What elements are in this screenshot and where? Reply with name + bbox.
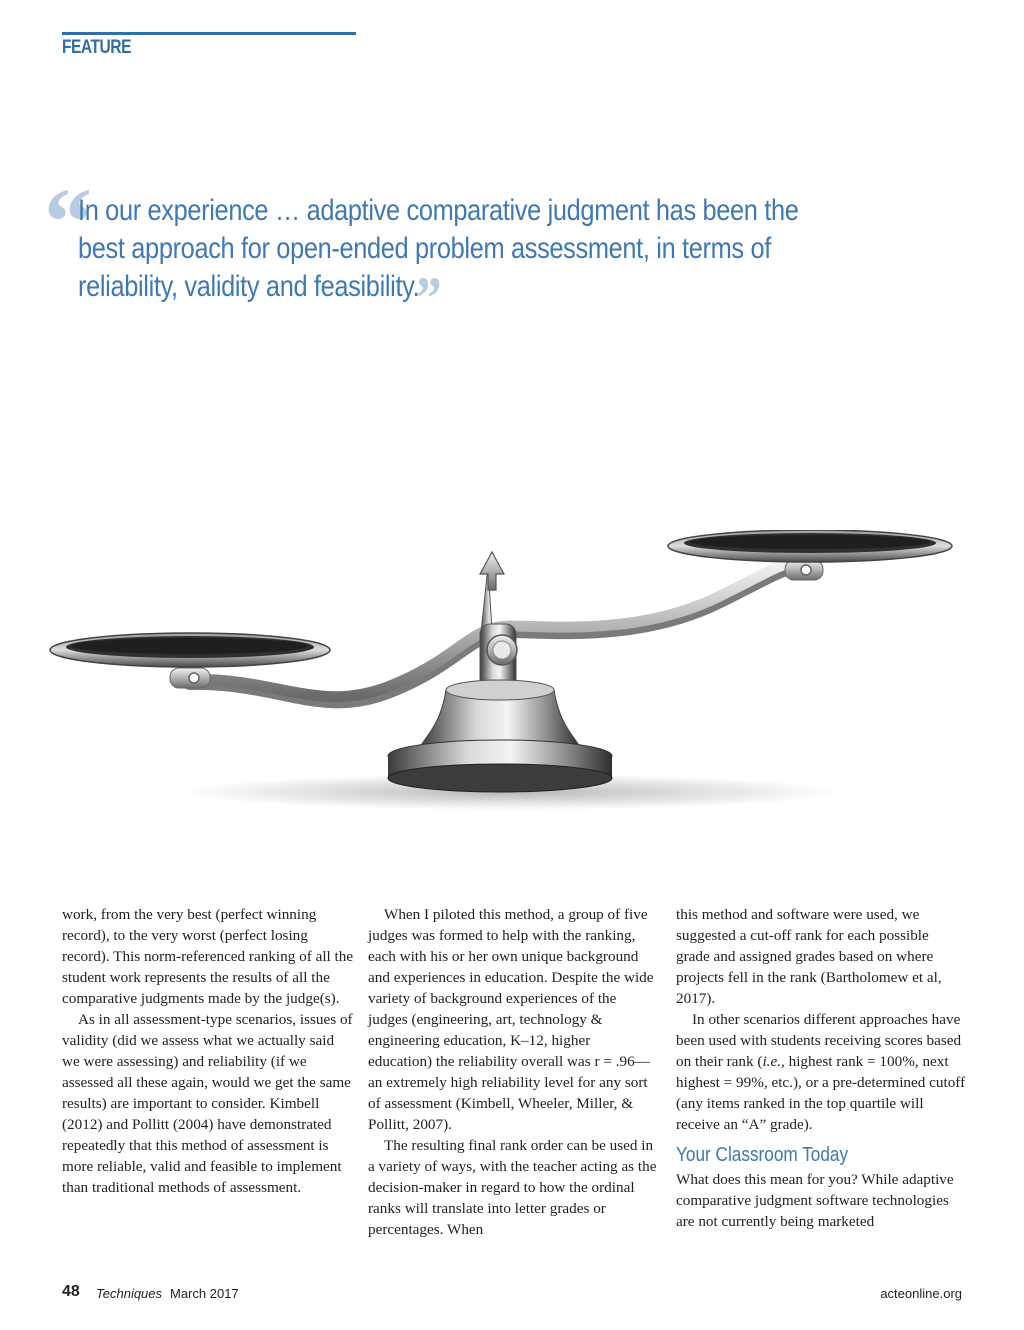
- pull-quote-text: [78, 192, 835, 331]
- paragraph: When I piloted this method, a group of five judges was formed to help with the ranking, each with his or her own unique background and experiences in education. Despite the wide variety of background experiences of the judges (engineering, art, technology & engineering education, K–12, higher education) the reliability overall was r = .96—an extremely high reliability level for any sort of assessment (Kimbell, Wheeler, Miller, & Pollitt, 2007).: [368, 906, 654, 1133]
- balance-scale-icon: [40, 530, 980, 820]
- paragraph-text: In other scenarios different approaches have been used with students receiving scores based on their rank (: [676, 1011, 962, 1070]
- open-quote-mark: “: [44, 168, 92, 275]
- article-body: [62, 904, 966, 1264]
- column-3: [676, 904, 966, 1232]
- paragraph-text: , highest rank = 100%, next highest = 99%, etc.), or a pre-determined cutoff (any items ranked in the top quartile will receive an “A” grade).: [676, 1053, 966, 1133]
- publication-name: Techniques: [96, 1286, 163, 1301]
- paragraph: What does this mean for you? While adaptive comparative judgment software technologies are not currently being marketed: [676, 1171, 954, 1230]
- paragraph-emphasis: i.e.: [762, 1053, 782, 1070]
- section-label: FEATURE: [62, 37, 131, 58]
- page-number: 48: [62, 1283, 80, 1300]
- pull-quote-body: In our experience … adaptive comparative judgment has been the best approach for open-ended problem assessment, in terms of reliability, validity and feasibility.: [78, 194, 799, 303]
- paragraph: work, from the very best (perfect winning record), to the very worst (perfect losing record). This norm-referenced ranking of all the student work represents the results of all the comparative judgments made by the judge(s).: [62, 906, 354, 1007]
- section-subheading: Your Classroom Today: [676, 1144, 849, 1166]
- column-2: [368, 904, 658, 1240]
- paragraph: [676, 1009, 966, 1135]
- issue-date: March 2017: [170, 1286, 239, 1301]
- close-quote-mark: ”: [415, 265, 442, 331]
- column-1: [62, 904, 354, 1198]
- paragraph: this method and software were used, we suggested a cut-off rank for each possible grade and assigned grades based on where projects fell in the rank (Bartholomew et al, 2017).: [676, 906, 942, 1007]
- paragraph: As in all assessment-type scenarios, issues of validity (did we assess what we actually said we were assessing) and reliability (if we assessed all these again, would we get the same results) are important to consider. Kimbell (2012) and Pollitt (2004) have demonstrated repeatedly that this method of assessment is more reliable, valid and feasible to implement than traditional methods of assessment.: [62, 1011, 353, 1196]
- balance-scale-illustration: [40, 530, 980, 820]
- pull-quote: [44, 168, 944, 331]
- header-rule: [62, 32, 356, 35]
- paragraph: The resulting final rank order can be used in a variety of ways, with the teacher acting as the decision-maker in regard to how the ordinal ranks will translate into letter grades or percentages. When: [368, 1137, 657, 1238]
- page-footer: [62, 1283, 962, 1306]
- website-link[interactable]: acteonline.org: [880, 1286, 962, 1301]
